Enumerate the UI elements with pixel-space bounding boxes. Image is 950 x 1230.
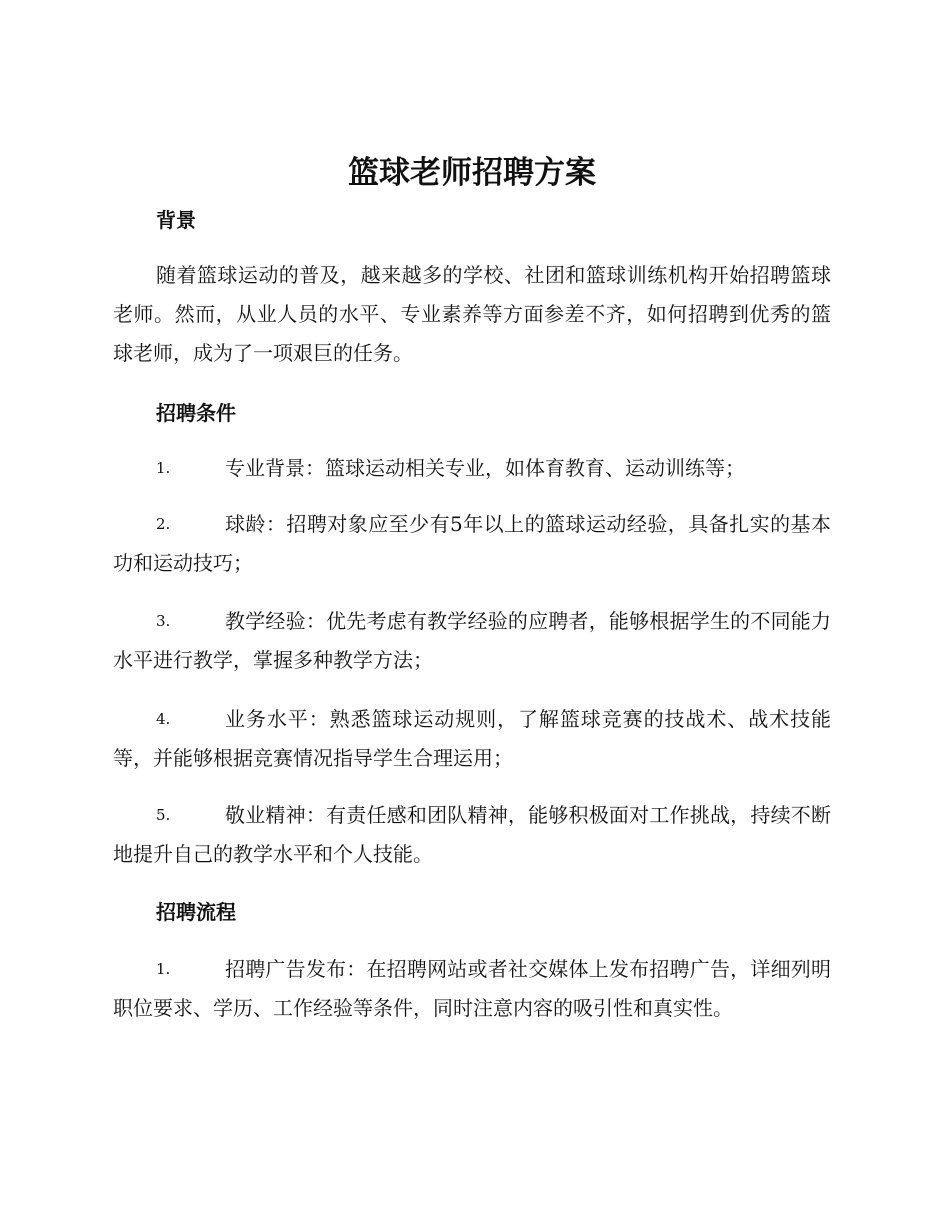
list-item-number: 1. bbox=[156, 960, 171, 978]
section-heading-background: 背景 bbox=[156, 208, 196, 232]
list-item-text: 球龄：招聘对象应至少有5年以上的篮球运动经验，具备扎实的基本功和运动技巧； bbox=[113, 512, 831, 575]
list-item bbox=[113, 505, 831, 583]
page-title: 篮球老师招聘方案 bbox=[348, 155, 596, 191]
list-item-number: 3. bbox=[156, 612, 171, 630]
list-item bbox=[113, 449, 831, 488]
list-item bbox=[113, 950, 831, 1028]
list-item-number: 4. bbox=[156, 710, 171, 728]
list-item bbox=[113, 602, 831, 680]
list-item-text: 业务水平：熟悉篮球运动规则，了解篮球竞赛的技战术、战术技能等，并能够根据竞赛情况指导学生合理运用； bbox=[113, 707, 831, 770]
list-item-text: 教学经验：优先考虑有教学经验的应聘者，能够根据学生的不同能力水平进行教学，掌握多种教学方法； bbox=[113, 609, 831, 672]
list-item bbox=[113, 796, 831, 874]
list-item-number: 5. bbox=[156, 806, 171, 824]
section-heading-process: 招聘流程 bbox=[156, 900, 236, 924]
list-item-text: 敬业精神：有责任感和团队精神，能够积极面对工作挑战，持续不断地提升自己的教学水平和个人技能。 bbox=[113, 803, 831, 866]
list-item bbox=[113, 700, 831, 778]
list-item-number: 1. bbox=[156, 459, 171, 477]
section-heading-requirements: 招聘条件 bbox=[156, 401, 236, 425]
list-item-text: 专业背景：篮球运动相关专业，如体育教育、运动训练等； bbox=[225, 456, 745, 480]
background-paragraph: 随着篮球运动的普及，越来越多的学校、社团和篮球训练机构开始招聘篮球老师。然而，从业人员的水平、专业素养等方面参差不齐，如何招聘到优秀的篮球老师，成为了一项艰巨的任务。 bbox=[113, 263, 831, 365]
list-item-number: 2. bbox=[156, 515, 171, 533]
list-item-text: 招聘广告发布：在招聘网站或者社交媒体上发布招聘广告，详细列明职位要求、学历、工作经验等条件，同时注意内容的吸引性和真实性。 bbox=[113, 957, 831, 1020]
